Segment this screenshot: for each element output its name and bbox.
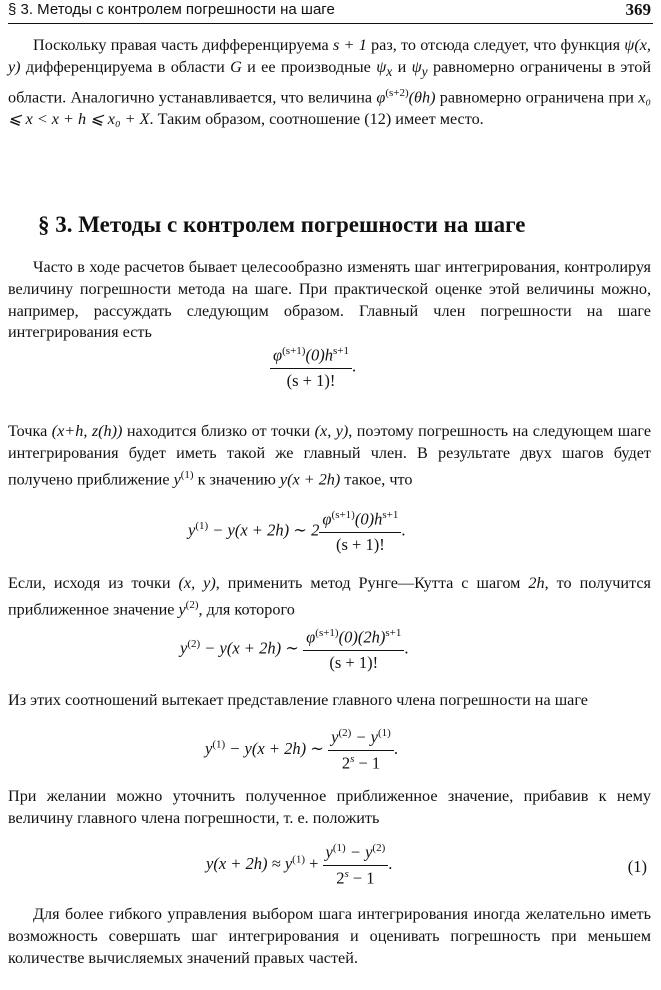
formula-refined-value: $y(x + 2h) \approx y^{(1)}$ + $\frac{y^{(1)} - y^{(2)}}{2^s - 1}$ . <box>206 842 393 887</box>
formula-principal-term: $\frac{\varphi^{(s+1)}(0)h^{s+1}}{(s + 1)!}$ . <box>270 345 356 391</box>
section-heading: § 3. Методы с контролем погрешности на шаге <box>38 212 526 237</box>
paragraph-1: Часто в ходе расчетов бывает целесообразно изменять шаг интегрирования, контролируя величину погрешности метода на шаге. При практической оценке этой величины можно, например, рассуждать следующим образом. Главный член погрешности на шаге интегрирования есть <box>8 258 651 342</box>
formula-double-step: $y^{(2)} - y(x + 2h)$ ∼ $\frac{\varphi^{(s+1)}(0)(2h)^{s+1}}{(s + 1)!}$ . <box>180 627 409 672</box>
page-header <box>8 0 653 22</box>
paragraph-5: При желании можно уточнить полученное приближенное значение, прибавив к нему величину главного члена погрешности, т. е. положить <box>8 787 651 827</box>
intro-paragraph: Поскольку правая часть дифференцируема s + 1 раз, то отсюда следует, что функция ψ(x, y) дифференцируема в области G и ее производные $\psi_x$ и $\psi_y$ равномерно ограничены в этой области. Аналогично устанавливается, что величина $\varphi^{(s+2)}(\theta h)$ равномерно ограничена при x₀ ⩽ x < x + h ⩽ x₀ + X. Таким образом, соотношение (12) имеет место. <box>8 36 651 129</box>
paragraph-4: Из этих соотношений вытекает представление главного члена погрешности на шаге <box>8 691 588 709</box>
paragraph-2: Точка (x+h, z(h)) находится близко от точки (x, y), поэтому погрешность на следующем шаге интегрирования будет иметь такой же главный член. В результате двух шагов будет получено приближение $y^{(1)}$ к значению y(x + 2h) такое, что <box>8 422 652 488</box>
paragraph-3: Если, исходя из точки (x, y), применить метод Рунге—Кутта с шагом 2h, то получится приближенное значение $y^{(2)}$, для которого <box>8 574 651 619</box>
equation-number: (1) <box>627 857 647 876</box>
formula-error-estimate: $y^{(1)} - y(x + 2h)$ ∼ $\frac{y^{(2)} - y^{(1)}}{2^s - 1}$ . <box>205 727 398 772</box>
running-head: § 3. Методы с контролем погрешности на шаге <box>8 1 335 18</box>
paragraph-6: Для более гибкого управления выбором шага интегрирования иногда желательно иметь возможность совершать шаг интегрирования и оценивать погрешность при меньшем количестве вычисляемых значений правых частей. <box>8 905 651 967</box>
page-number: 369 <box>625 0 651 19</box>
header-rule <box>8 23 653 24</box>
formula-two-steps: $y^{(1)} - y(x + 2h)$ ∼ 2 $\frac{\varphi^{(s+1)}(0)h^{s+1}}{(s + 1)!}$ . <box>188 509 406 554</box>
